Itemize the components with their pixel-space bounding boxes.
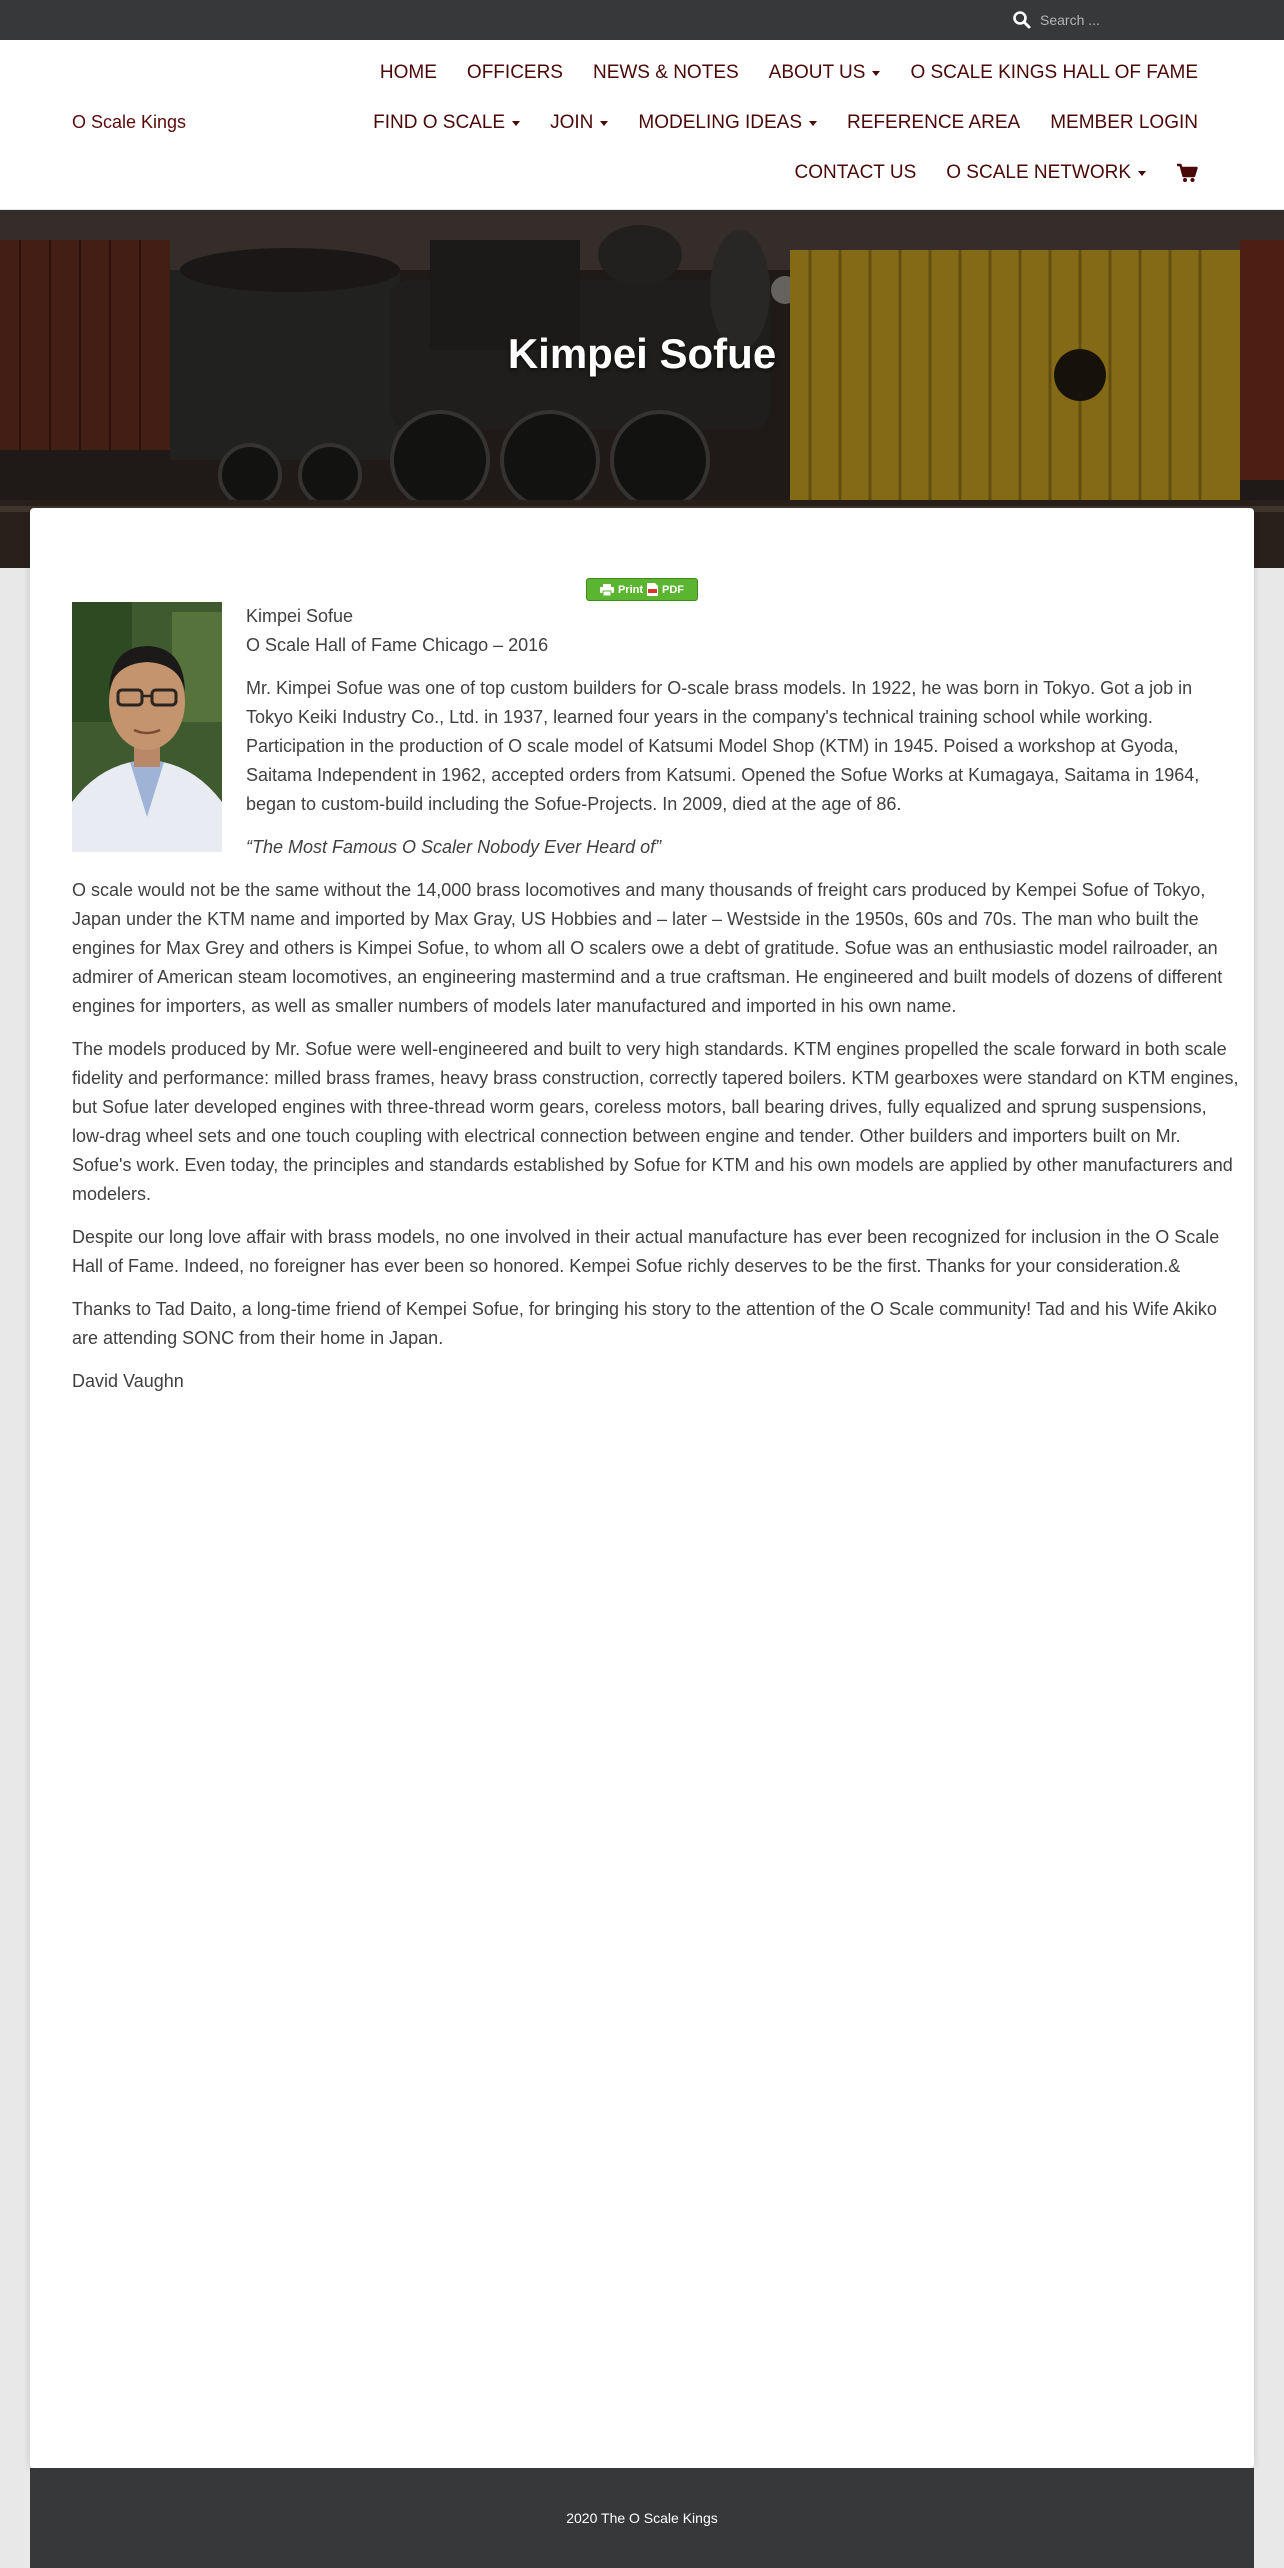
- nav-o-scale-network-label: O SCALE NETWORK: [946, 162, 1131, 183]
- nav-home[interactable]: [380, 62, 437, 84]
- nav-modeling-ideas[interactable]: [638, 112, 817, 134]
- footer-copyright: 2020 The O Scale Kings: [566, 2510, 718, 2526]
- print-label: Print: [617, 583, 644, 596]
- nav-about-us-label: ABOUT US: [768, 62, 866, 83]
- body-paragraph: Thanks to Tad Daito, a long-time friend of Kempei Sofue, for bringing his story to the attention of the O Scale community! Tad and his Wife Akiko are attending SONC from their home in Japan.: [72, 1299, 1217, 1348]
- caret-down-icon: [872, 71, 880, 76]
- site-footer: [30, 2468, 1254, 2568]
- nav-find-o-scale[interactable]: [373, 112, 520, 134]
- nav-news-notes[interactable]: [593, 62, 739, 84]
- shopping-cart-icon[interactable]: [1176, 163, 1198, 183]
- site-header: [0, 40, 1284, 210]
- content-card: [30, 508, 1254, 2468]
- nav-contact-us-label: CONTACT US: [794, 162, 917, 183]
- nav-join[interactable]: [550, 112, 608, 134]
- nav-hall-of-fame[interactable]: [910, 62, 1198, 84]
- article-body: [72, 876, 1242, 1410]
- author-signature: David Vaughn: [72, 1371, 184, 1391]
- nav-officers-label: OFFICERS: [466, 62, 563, 83]
- nav-find-o-scale-label: FIND O SCALE: [373, 112, 506, 133]
- nav-home-label: HOME: [379, 62, 437, 83]
- search-icon[interactable]: [1012, 10, 1032, 30]
- main-nav-row-2: [343, 112, 1198, 134]
- pdf-icon: [647, 583, 658, 596]
- honor-line: O Scale Hall of Fame Chicago – 2016: [246, 635, 549, 655]
- body-paragraph: O scale would not be the same without the 14,000 brass locomotives and many thousands of freight cars produced by Kempei Sofue of Tokyo, Japan under the KTM name and imported by Max Gray, US Hobbies and – later – Westside in the 1950s, 60s and 70s. The man who built the engines for Max Grey and others is Kimpei Sofue, to whom all O scalers owe a debt of gratitude. Sofue was an enthusiastic model railroader, an admirer of American steam locomotives, an engineering mastermind and a true craftsman. He engineered and built models of dozens of different engines for importers, as well as smaller numbers of models later manufactured and imported in his own name.: [72, 880, 1223, 1016]
- nav-modeling-ideas-label: MODELING IDEAS: [638, 112, 803, 133]
- caret-down-icon: [512, 121, 520, 126]
- print-pdf-button[interactable]: [586, 578, 698, 601]
- nav-member-login[interactable]: [1050, 112, 1198, 134]
- main-nav-row-1: [350, 62, 1198, 84]
- top-bar: [0, 0, 1284, 40]
- article-intro: [246, 602, 1236, 876]
- nav-member-login-label: MEMBER LOGIN: [1050, 112, 1198, 133]
- page-title: Kimpei Sofue: [507, 330, 777, 377]
- nav-o-scale-network[interactable]: [946, 162, 1146, 184]
- site-brand-link[interactable]: O Scale Kings: [72, 112, 187, 132]
- nav-officers[interactable]: [467, 62, 563, 84]
- search-box[interactable]: [1012, 8, 1212, 32]
- nav-reference-area-label: REFERENCE AREA: [847, 112, 1021, 133]
- portrait-photo: [72, 602, 222, 852]
- nav-contact-us[interactable]: [795, 162, 917, 184]
- bio-paragraph: Mr. Kimpei Sofue was one of top custom builders for O-scale brass models. In 1922, he was born in Tokyo. Got a job in Tokyo Keiki Industry Co., Ltd. in 1937, learned four years in the company's technical training school while working. Participation in the production of O scale model of Katsumi Model Shop (KTM) in 1945. Poised a workshop at Gyoda, Saitama Independent in 1962, accepted orders from Katsumi. Opened the Sofue Works at Kumagaya, Saitama in 1964, began to custom-build including the Sofue-Projects. In 2009, died at the age of 86.: [246, 678, 1200, 814]
- main-nav-row-3: [765, 162, 1199, 184]
- caret-down-icon: [1138, 171, 1146, 176]
- pdf-label: PDF: [662, 583, 685, 596]
- nav-about-us[interactable]: [769, 62, 881, 84]
- body-paragraph: Despite our long love affair with brass models, no one involved in their actual manufacture has ever been recognized for inclusion in the O Scale Hall of Fame. Indeed, no foreigner has ever been so honored. Kempei Sofue richly deserves to be the first. Thanks for your consideration.&: [72, 1227, 1220, 1276]
- nav-reference-area[interactable]: [847, 112, 1020, 134]
- subject-name: Kimpei Sofue: [246, 606, 354, 626]
- caret-down-icon: [600, 121, 608, 126]
- article-quote: “The Most Famous O Scaler Nobody Ever Heard of”: [246, 837, 662, 857]
- nav-hall-of-fame-label: O SCALE KINGS HALL OF FAME: [910, 62, 1198, 83]
- body-paragraph: The models produced by Mr. Sofue were well-engineered and built to very high standards. KTM engines propelled the scale forward in both scale fidelity and performance: milled brass frames, heavy brass construction, correctly tapered boilers. KTM gearboxes were standard on KTM engines, but Sofue later developed engines with three-thread worm gears, coreless motors, ball bearing drives, fully equalized and sprung suspensions, low-drag wheel sets and one touch coupling with electrical connection between engine and tender. Other builders and importers built on Mr. Sofue's work. Even today, the principles and standards established by Sofue for KTM and his own models are applied by other manufacturers and modelers.: [72, 1039, 1239, 1204]
- search-input[interactable]: [1040, 9, 1200, 31]
- caret-down-icon: [809, 121, 817, 126]
- nav-join-label: JOIN: [550, 112, 594, 133]
- nav-news-notes-label: NEWS & NOTES: [592, 62, 739, 83]
- printer-icon: [600, 584, 614, 596]
